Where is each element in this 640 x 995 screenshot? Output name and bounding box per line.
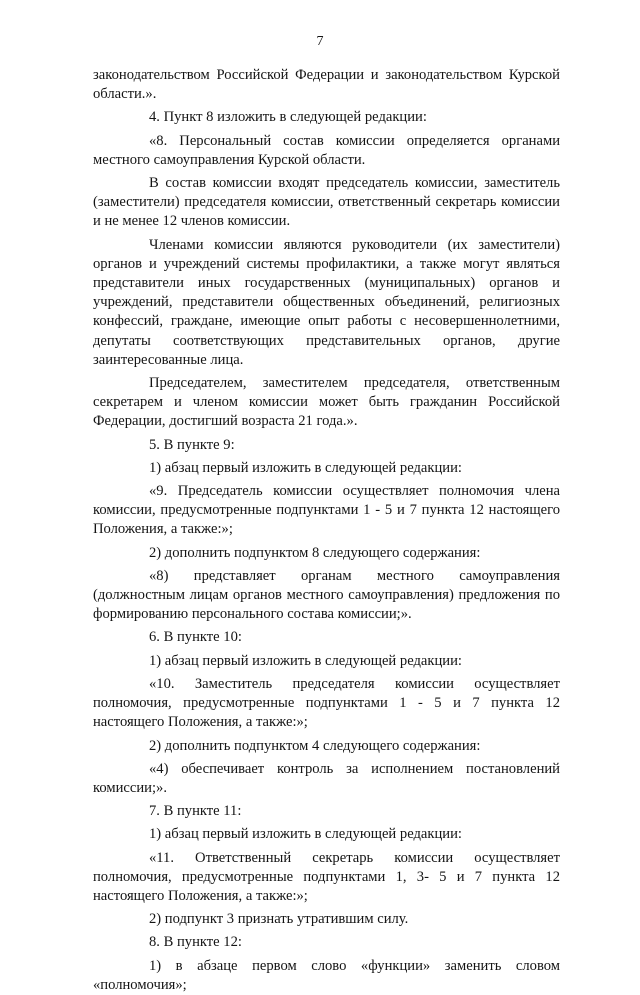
paragraph: 2) подпункт 3 признать утратившим силу. <box>149 911 409 928</box>
paragraph: 6. В пункте 10: <box>149 629 242 646</box>
paragraph: 7. В пункте 11: <box>149 803 242 820</box>
paragraph: Членами комиссии являются руководители (их заместители) органов и учреждений системы профилактики, а также могут являться представители иных государственных (муниципальных) органов и учреждений, представители общественных объединений, религиозных конфессий, граждане, имеющие опыт работы с несовершеннолетними, депутаты соответствующих представительных органов, другие заинтересованные лица. <box>93 236 560 368</box>
paragraph: законодательством Российской Федерации и законодательством Курской области.». <box>93 67 560 103</box>
paragraph: «8) представляет органам местного самоуправления (должностным лицам органов местного самоуправления) предложения по формированию персонального состава комиссии;». <box>93 567 560 623</box>
paragraph: 2) дополнить подпунктом 4 следующего содержания: <box>149 737 481 754</box>
paragraph: 1) в абзаце первом слово «функции» заменить словом «полномочия»; <box>93 957 560 993</box>
paragraph: 8. В пункте 12: <box>149 934 242 951</box>
paragraph: «8. Персональный состав комиссии определяется органами местного самоуправления Курской области. <box>93 132 560 168</box>
paragraph: 2) дополнить подпунктом 8 следующего содержания: <box>149 544 481 561</box>
paragraph: В состав комиссии входят председатель комиссии, заместитель (заместители) председателя комиссии, ответственный секретарь комиссии и не менее 12 членов комиссии. <box>93 175 560 230</box>
paragraph: «11. Ответственный секретарь комиссии осуществляет полномочия, предусмотренные подпунктами 1, 3- 5 и 7 пункта 12 настоящего Положения, а также:»; <box>93 849 560 904</box>
paragraph: 1) абзац первый изложить в следующей редакции: <box>149 652 462 669</box>
document-body <box>93 66 560 995</box>
paragraph: 5. В пункте 9: <box>149 436 235 453</box>
paragraph: 4. Пункт 8 изложить в следующей редакции: <box>149 109 427 126</box>
paragraph: Председателем, заместителем председателя, ответственным секретарем и членом комиссии может быть гражданин Российской Федерации, достигший возраста 21 года.». <box>93 375 560 430</box>
page-number: 7 <box>316 34 324 49</box>
paragraph: 1) абзац первый изложить в следующей редакции: <box>149 459 462 476</box>
paragraph: «10. Заместитель председателя комиссии осуществляет полномочия, предусмотренные подпунктами 1 - 5 и 7 пункта 12 настоящего Положения, а также:»; <box>93 675 560 731</box>
paragraph: «9. Председатель комиссии осуществляет полномочия члена комиссии, предусмотренные подпунктами 1 - 5 и 7 пункта 12 настоящего Положения, а также:»; <box>93 483 560 538</box>
paragraph: 1) абзац первый изложить в следующей редакции: <box>149 826 462 843</box>
paragraph: «4) обеспечивает контроль за исполнением постановлений комиссии;». <box>93 760 560 796</box>
